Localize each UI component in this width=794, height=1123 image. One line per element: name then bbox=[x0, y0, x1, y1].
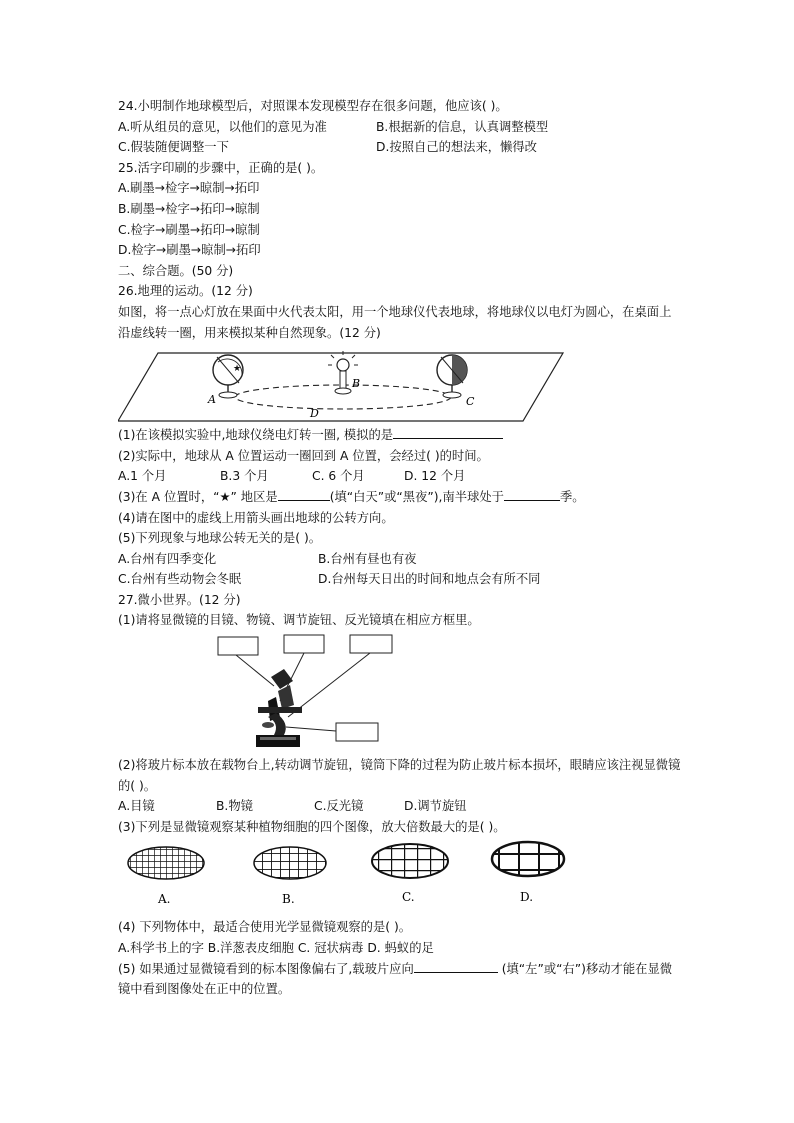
q27-part5-text-a: (5) 如果通过显微镜看到的标本图像偏右了,载玻片应向 bbox=[118, 961, 414, 976]
q25-option-d: D.检字→刷墨→晾制→拓印 bbox=[118, 243, 261, 258]
q26-part3-blank-1[interactable] bbox=[278, 487, 330, 501]
q27-title: 27.微小世界。(12 分) bbox=[118, 592, 241, 607]
q27-part1: (1)请将显微镜的目镜、物镜、调节旋钮、反光镜填在相应方框里。 bbox=[118, 613, 480, 628]
q27-part2: (2)将玻片标本放在载物台上,转动调节旋钮，镜筒下降的过程为防止玻片标本损坏，眼睛应该注视显微镜的( )。 bbox=[118, 758, 681, 793]
q26-p2-option-a: A.1 个月 bbox=[118, 469, 167, 484]
q27-p2-option-a: A.目镜 bbox=[118, 799, 155, 814]
q26-p5-option-c: C.台州有些动物会冬眠 bbox=[118, 572, 242, 587]
cell-image-d bbox=[492, 842, 564, 876]
q26-p5-option-b: B.台州有昼也有夜 bbox=[318, 551, 417, 566]
q26-part3-text-b: (填“白天”或“黑夜”),南半球处于 bbox=[329, 489, 504, 504]
q26-p2-option-b: B.3 个月 bbox=[220, 469, 269, 484]
q26-part1-text: (1)在该模拟实验中,地球仪绕电灯转一圈, 模拟的是 bbox=[118, 428, 394, 443]
q26-part5-row1 bbox=[118, 549, 688, 570]
orbit-diagram bbox=[118, 345, 568, 425]
label-d: D bbox=[310, 407, 319, 421]
q26-p5-option-d: D.台州每天日出的时间和地点会有所不同 bbox=[318, 572, 541, 587]
q24-options-row1 bbox=[118, 117, 688, 138]
cell-caption-d: D. bbox=[520, 890, 534, 905]
q24-option-a: A.听从组员的意见，以他们的意见为准 bbox=[118, 119, 327, 134]
q27-part5 bbox=[118, 959, 684, 1000]
q25-stem: 25.活字印刷的步骤中，正确的是( )。 bbox=[118, 160, 324, 175]
q27-part4: (4) 下列物体中，最适合使用光学显微镜观察的是( )。 bbox=[118, 920, 412, 935]
q26-part2-options bbox=[118, 466, 688, 487]
q27-part4-options: A.科学书上的字 B.洋葱表皮细胞 C. 冠状病毒 D. 蚂蚁的足 bbox=[118, 941, 434, 956]
section-2-heading: 二、综合题。(50 分) bbox=[118, 263, 234, 278]
q26-part5-row2 bbox=[118, 569, 688, 590]
q24-stem: 24.小明制作地球模型后，对照课本发现模型存在很多问题，他应该( )。 bbox=[118, 99, 508, 113]
cell-image-a bbox=[128, 847, 204, 879]
q25-option-b: B.刷墨→检字→拓印→晾制 bbox=[118, 201, 260, 216]
cell-image-b bbox=[254, 847, 326, 879]
label-c: C bbox=[466, 395, 475, 409]
q24-option-b: B.根据新的信息，认真调整模型 bbox=[376, 119, 549, 134]
label-a: A bbox=[208, 393, 216, 407]
q26-p2-option-c: C. 6 个月 bbox=[312, 469, 365, 484]
label-box-2 bbox=[284, 635, 324, 653]
label-box-1 bbox=[218, 637, 258, 655]
q25-option-a: A.刷墨→检字→晾制→拓印 bbox=[118, 181, 260, 196]
label-b: B bbox=[352, 377, 361, 391]
q27-p2-option-b: B.物镜 bbox=[216, 799, 253, 814]
q27-part5-blank[interactable] bbox=[414, 959, 498, 973]
microscope-diagram bbox=[118, 631, 418, 755]
q27-p2-option-d: D.调节旋钮 bbox=[404, 799, 467, 814]
microscope-figure bbox=[118, 631, 688, 755]
q24-option-c: C.假装随便调整一下 bbox=[118, 140, 229, 155]
earth-orbit-figure bbox=[118, 345, 688, 425]
globe-a bbox=[213, 355, 243, 398]
q26-part3-text-c: 季。 bbox=[559, 489, 585, 504]
label-box-3 bbox=[350, 635, 392, 653]
q26-part3-blank-2[interactable] bbox=[504, 487, 560, 501]
q26-p5-option-a: A.台州有四季变化 bbox=[118, 551, 217, 566]
label-box-4 bbox=[336, 723, 378, 741]
cell-caption-b: B. bbox=[282, 892, 295, 907]
worksheet-page bbox=[118, 96, 688, 1000]
q26-part3-text-a: (3)在 A 位置时，“★” 地区是 bbox=[118, 489, 278, 504]
q27-p2-option-c: C.反光镜 bbox=[314, 799, 364, 814]
q24-options-row2 bbox=[118, 137, 688, 158]
q26-part1-answer-blank[interactable] bbox=[393, 425, 503, 439]
q27-part2-options bbox=[118, 796, 688, 817]
q26-intro: 如图，将一点心灯放在果面中火代表太阳，用一个地球仪代表地球，将地球仪以电灯为圆心，在桌面上沿虚线转一圈，用来模拟某种自然现象。(12 分) bbox=[118, 304, 672, 340]
q25-option-c: C.检字→刷墨→拓印→晾制 bbox=[118, 222, 260, 237]
microscope-icon bbox=[256, 669, 302, 747]
q26-p2-option-d: D. 12 个月 bbox=[404, 469, 466, 484]
q27-part3: (3)下列是显微镜观察某种植物细胞的四个图像，放大倍数最大的是( )。 bbox=[118, 819, 506, 834]
cell-images bbox=[118, 837, 578, 917]
q26-part2: (2)实际中，地球从 A 位置运动一圈回到 A 位置，会经过( )的时间。 bbox=[118, 448, 489, 463]
q26-part1 bbox=[118, 425, 688, 446]
q26-part3 bbox=[118, 487, 688, 508]
cell-caption-c: C. bbox=[402, 890, 415, 905]
q26-part4: (4)请在图中的虚线上用箭头画出地球的公转方向。 bbox=[118, 510, 394, 525]
cell-images-figure bbox=[118, 837, 688, 917]
q27-part5-text-b: (填“左”或“右”)移动才能在显微镜中看到图像处在正中的位置。 bbox=[118, 961, 673, 997]
cell-caption-a: A. bbox=[158, 892, 171, 907]
q24-option-d: D.按照自己的想法来，懒得改 bbox=[376, 140, 537, 155]
star-icon: ★ bbox=[233, 364, 242, 375]
globe-c bbox=[437, 355, 467, 398]
q26-title: 26.地理的运动。(12 分) bbox=[118, 284, 253, 299]
cell-image-c bbox=[372, 844, 448, 878]
q26-part5: (5)下列现象与地球公转无关的是( )。 bbox=[118, 531, 322, 546]
